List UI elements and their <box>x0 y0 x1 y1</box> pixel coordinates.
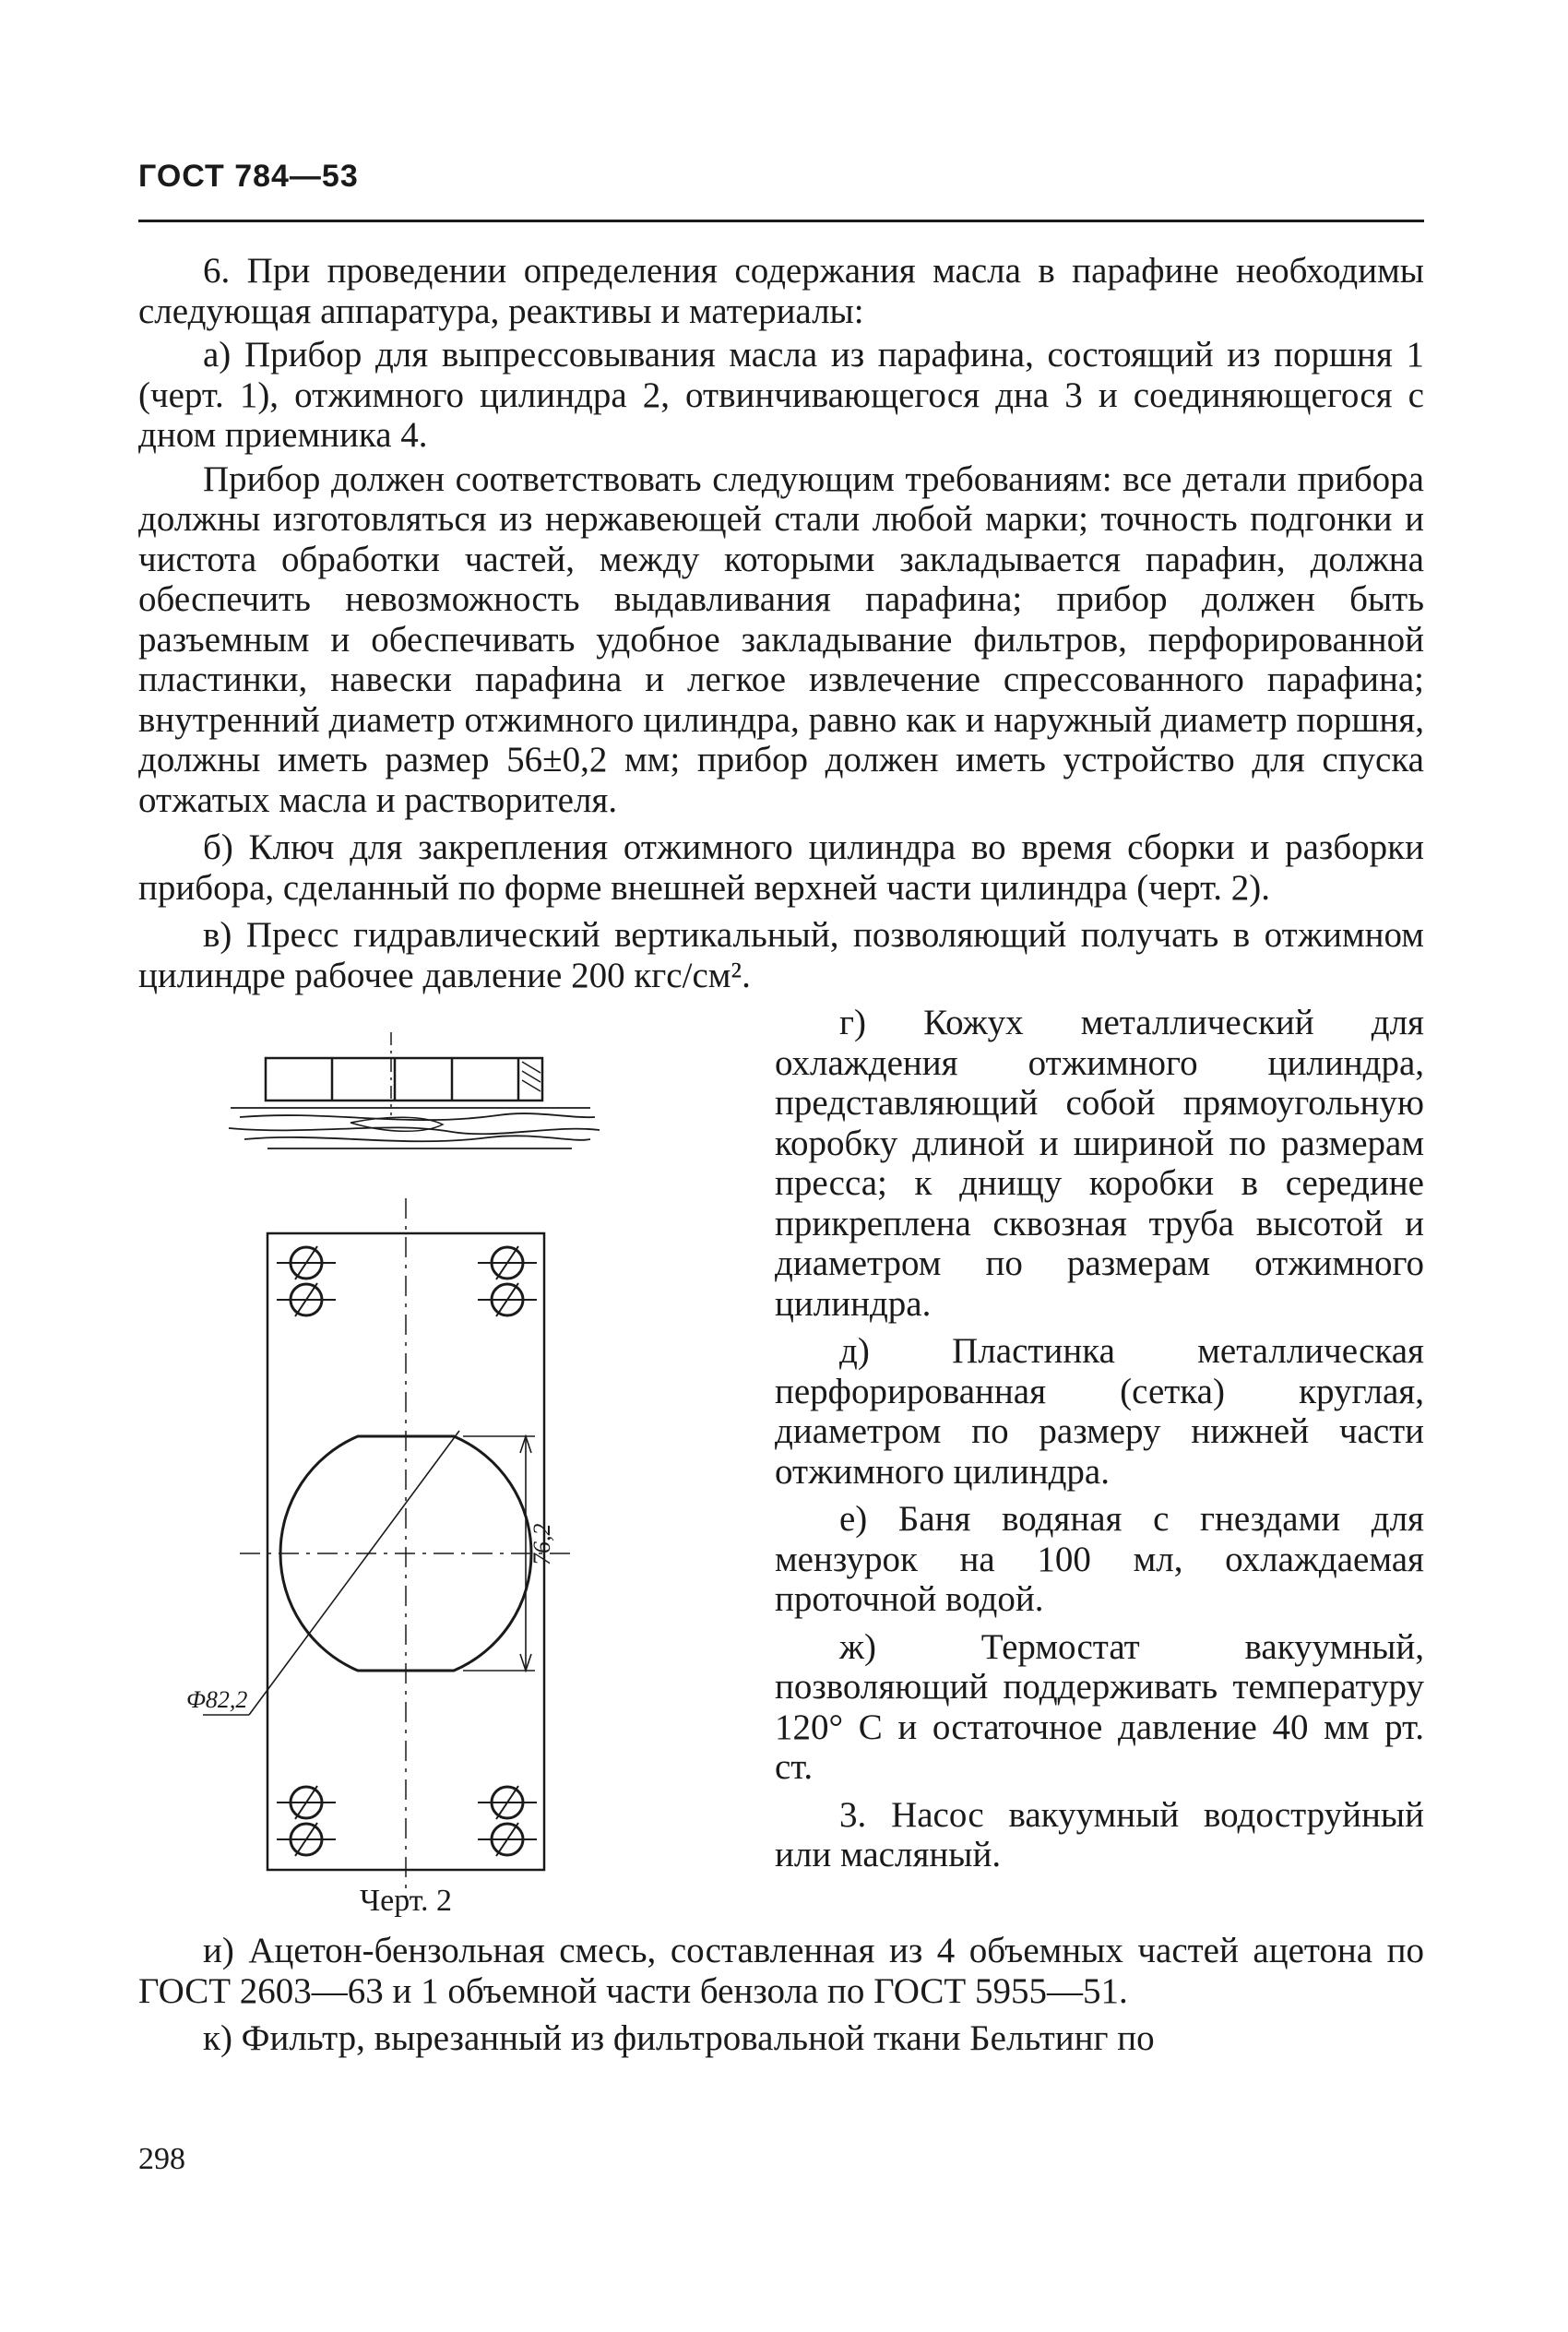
paragraph-requirements: Прибор должен соответствовать следующим требованиям: все детали прибора должны изготовляться из нержавеющей стали любой марки; точность подгонки и чистота обработки частей, между которыми закладывается парафин, должна обеспечить невозможность выдавливания парафина; прибор должен быть разъемным и обеспечивать удобное закладывание фильтров, перфорированной пластинки, навески парафина и легкое извлечение спрессованного парафина; внутренний диаметр отжимного цилиндра, равно как и наружный диаметр поршня, должны иметь размер 56±0,2 мм; прибор должен иметь устройство для спуска отжатых масла и растворителя. <box>138 458 1424 820</box>
header-rule <box>138 220 1424 222</box>
page-number: 298 <box>138 2142 185 2176</box>
paragraph-v: в) Пресс гидравлический вертикальный, позволяющий получать в отжимном цилиндре рабочее давление 200 кгс/см². <box>138 915 1424 995</box>
figure-2 <box>186 1014 738 1927</box>
figure-caption: Черт. 2 <box>360 1884 453 1918</box>
paragraph-k: к) Фильтр, вырезанный из фильтровальной ткани Бельтинг по <box>203 2018 1155 2058</box>
paragraph-a: а) Прибор для выпрессовывания масла из парафина, состоящий из поршня 1 (черт. 1), отжимного цилиндра 2, отвинчивающегося дна 3 и соединяющегося с дном приемника 4. <box>138 335 1424 455</box>
diameter-label: Ф82,2 <box>186 1686 248 1713</box>
paragraph-zh: ж) Термостат вакуумный, позволяющий поддерживать температуру 120° С и остаточное давление 40 мм рт. ст. <box>775 1626 1424 1787</box>
paragraph-i: и) Ацетон-бензольная смесь, составленная из 4 объемных частей ацетона по ГОСТ 2603—63 и 1 объемной части бензола по ГОСТ 5955—51. <box>138 1931 1424 2011</box>
paragraph-b: б) Ключ для закрепления отжимного цилиндра во время сборки и разборки прибора, сделанный по форме внешней верхней части цилиндра (черт. 2). <box>138 827 1424 908</box>
height-label: 76,2 <box>529 1523 555 1565</box>
page-body <box>138 251 1424 2066</box>
paragraph-g: г) Кожух металлический для охлаждения отжимного цилиндра, представляющий собой прямоугольную коробку длиной и шириной по размерам пресса; к днищу коробки в середине прикреплена сквозная труба высотой и диаметром по размерам отжимного цилиндра. <box>775 1003 1424 1324</box>
page-header: ГОСТ 784—53 <box>138 159 359 194</box>
paragraph-z: 3. Насос вакуумный водоструйный или масляный. <box>775 1794 1424 1874</box>
paragraph-6: 6. При проведении определения содержания масла в парафине необходимы следующая аппаратура, реактивы и материалы: <box>138 251 1424 331</box>
paragraph-d: д) Пластинка металлическая перфорированная (сетка) круглая, диаметром по размеру нижней части отжимного цилиндра. <box>775 1331 1424 1492</box>
paragraph-e: е) Баня водяная с гнездами для мензурок на 100 мл, охлаждаемая проточной водой. <box>775 1499 1424 1619</box>
key-drawing <box>186 1014 738 1927</box>
